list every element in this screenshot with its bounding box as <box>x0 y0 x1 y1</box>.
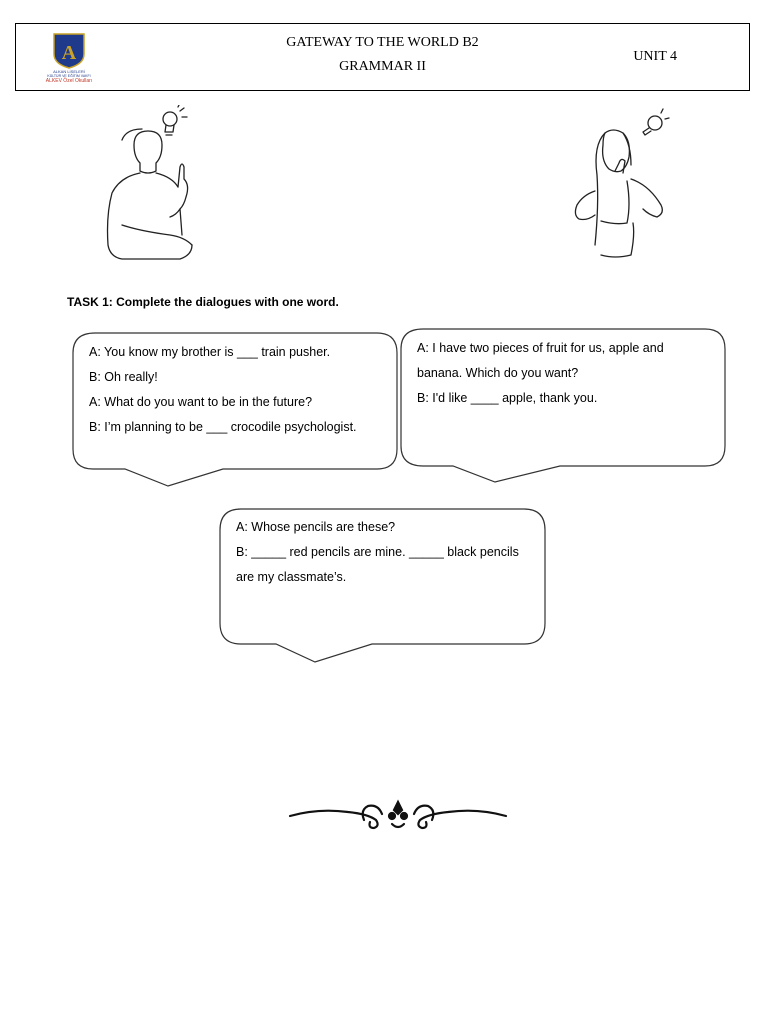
lightbulb-icon <box>643 109 669 135</box>
dialogue-line: B: _____ red pencils are mine. _____ black pencils <box>236 545 519 559</box>
dialogue-line: banana. Which do you want? <box>417 366 579 380</box>
thinking-man-illustration <box>100 105 210 265</box>
svg-text:ALKEV Özel Okulları: ALKEV Özel Okulları <box>45 78 93 84</box>
dialogue-line: A: You know my brother is ___ train pusher. <box>89 345 331 359</box>
svg-text:A: A <box>61 42 77 64</box>
svg-text:KÜLTÜR VE EĞİTİM VAKFI: KÜLTÜR VE EĞİTİM VAKFI <box>47 74 91 78</box>
dialogue-line: A: What do you want to be in the future? <box>89 395 313 409</box>
worksheet-header <box>15 23 750 91</box>
thinking-woman-illustration <box>565 105 675 265</box>
dialogue-line: B: I’m planning to be ___ crocodile psychologist. <box>89 420 357 434</box>
lightbulb-icon <box>163 105 187 135</box>
dialogue-line: B: I'd like ____ apple, thank you. <box>417 391 598 405</box>
worksheet-subtitle: GRAMMAR II <box>339 59 426 74</box>
dialogue-1 <box>89 340 357 440</box>
dialogue-line: A: Whose pencils are these? <box>236 520 396 534</box>
unit-label: UNIT 4 <box>633 49 677 64</box>
dialogue-line: A: I have two pieces of fruit for us, apple and <box>417 341 664 355</box>
dialogue-2 <box>417 336 664 411</box>
task-title: TASK 1: Complete the dialogues with one word. <box>67 295 339 309</box>
decorative-divider <box>288 798 508 832</box>
dialogue-3 <box>236 515 519 590</box>
svg-text:ALKAN LİSELERİ: ALKAN LİSELERİ <box>53 69 85 74</box>
dialogue-line: B: Oh really! <box>89 370 158 384</box>
worksheet-title: GATEWAY TO THE WORLD B2 <box>286 35 479 50</box>
dialogue-line: are my classmate’s. <box>236 570 347 584</box>
